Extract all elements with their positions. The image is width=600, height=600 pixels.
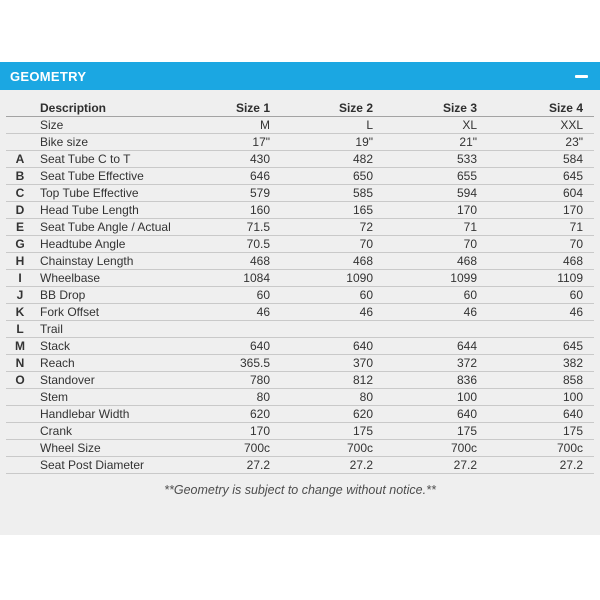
row-description: Crank: [34, 423, 173, 440]
row-description: Trail: [34, 321, 173, 338]
geometry-table: [6, 100, 594, 474]
table-row: [6, 202, 594, 219]
row-value-size-1: 468: [173, 253, 273, 270]
row-letter: O: [6, 372, 34, 389]
row-letter: G: [6, 236, 34, 253]
table-row: [6, 185, 594, 202]
table-row: [6, 304, 594, 321]
row-letter: K: [6, 304, 34, 321]
row-letter: C: [6, 185, 34, 202]
table-row: [6, 321, 594, 338]
row-value-size-2: 640: [273, 338, 376, 355]
row-value-size-1: 71.5: [173, 219, 273, 236]
row-value-size-4: 27.2: [480, 457, 594, 474]
row-value-size-3: 1099: [376, 270, 480, 287]
table-row: [6, 355, 594, 372]
row-value-size-1: 646: [173, 168, 273, 185]
column-header-size-1: Size 1: [173, 100, 273, 117]
table-row: [6, 338, 594, 355]
row-value-size-1: 170: [173, 423, 273, 440]
row-value-size-3: 170: [376, 202, 480, 219]
row-value-size-1: 365.5: [173, 355, 273, 372]
row-value-size-2: 812: [273, 372, 376, 389]
table-row: [6, 151, 594, 168]
table-row: [6, 134, 594, 151]
row-letter: M: [6, 338, 34, 355]
row-value-size-4: 604: [480, 185, 594, 202]
row-letter: [6, 440, 34, 457]
row-value-size-3: 468: [376, 253, 480, 270]
row-value-size-2: 46: [273, 304, 376, 321]
row-description: Chainstay Length: [34, 253, 173, 270]
row-value-size-3: 70: [376, 236, 480, 253]
row-value-size-3: 100: [376, 389, 480, 406]
row-description: Wheel Size: [34, 440, 173, 457]
column-header-letter: [6, 100, 34, 117]
row-value-size-3: 533: [376, 151, 480, 168]
row-value-size-4: 1109: [480, 270, 594, 287]
row-value-size-2: 19": [273, 134, 376, 151]
row-value-size-3: 644: [376, 338, 480, 355]
row-value-size-4: 175: [480, 423, 594, 440]
row-letter: D: [6, 202, 34, 219]
geometry-disclaimer: **Geometry is subject to change without notice.**: [164, 483, 436, 497]
row-value-size-1: [173, 321, 273, 338]
row-description: Size: [34, 117, 173, 134]
row-description: Seat Tube Effective: [34, 168, 173, 185]
row-value-size-4: 640: [480, 406, 594, 423]
row-letter: I: [6, 270, 34, 287]
row-value-size-2: 60: [273, 287, 376, 304]
row-value-size-2: L: [273, 117, 376, 134]
table-row: [6, 423, 594, 440]
row-letter: [6, 457, 34, 474]
row-description: Reach: [34, 355, 173, 372]
table-row: [6, 168, 594, 185]
row-value-size-2: [273, 321, 376, 338]
row-value-size-4: 46: [480, 304, 594, 321]
row-value-size-1: 579: [173, 185, 273, 202]
row-value-size-4: 645: [480, 168, 594, 185]
table-header-row: [6, 100, 594, 117]
row-value-size-1: 780: [173, 372, 273, 389]
row-letter: N: [6, 355, 34, 372]
row-value-size-2: 370: [273, 355, 376, 372]
row-description: BB Drop: [34, 287, 173, 304]
row-description: Handlebar Width: [34, 406, 173, 423]
row-letter: H: [6, 253, 34, 270]
row-value-size-1: 46: [173, 304, 273, 321]
row-value-size-3: 372: [376, 355, 480, 372]
row-value-size-4: 170: [480, 202, 594, 219]
row-value-size-2: 620: [273, 406, 376, 423]
row-letter: J: [6, 287, 34, 304]
row-value-size-4: 60: [480, 287, 594, 304]
row-value-size-1: 640: [173, 338, 273, 355]
row-value-size-2: 175: [273, 423, 376, 440]
table-row: [6, 219, 594, 236]
row-description: Top Tube Effective: [34, 185, 173, 202]
row-value-size-2: 70: [273, 236, 376, 253]
row-value-size-4: 70: [480, 236, 594, 253]
column-header-description: Description: [34, 100, 173, 117]
row-value-size-3: 71: [376, 219, 480, 236]
row-value-size-1: 70.5: [173, 236, 273, 253]
geometry-panel-header[interactable]: [0, 62, 600, 90]
row-value-size-3: 594: [376, 185, 480, 202]
row-value-size-3: 836: [376, 372, 480, 389]
table-row: [6, 457, 594, 474]
row-value-size-2: 1090: [273, 270, 376, 287]
row-value-size-3: 27.2: [376, 457, 480, 474]
panel-title: GEOMETRY: [10, 68, 87, 84]
row-value-size-2: 482: [273, 151, 376, 168]
row-description: Headtube Angle: [34, 236, 173, 253]
row-description: Seat Tube C to T: [34, 151, 173, 168]
row-value-size-2: 700c: [273, 440, 376, 457]
row-value-size-4: 23": [480, 134, 594, 151]
row-letter: E: [6, 219, 34, 236]
row-letter: A: [6, 151, 34, 168]
row-description: Head Tube Length: [34, 202, 173, 219]
top-whitespace: [0, 0, 600, 62]
row-value-size-4: 584: [480, 151, 594, 168]
row-value-size-1: 17": [173, 134, 273, 151]
row-value-size-1: M: [173, 117, 273, 134]
row-value-size-1: 700c: [173, 440, 273, 457]
table-row: [6, 236, 594, 253]
row-description: Stem: [34, 389, 173, 406]
row-value-size-1: 80: [173, 389, 273, 406]
row-description: Fork Offset: [34, 304, 173, 321]
row-value-size-3: 46: [376, 304, 480, 321]
row-value-size-4: 71: [480, 219, 594, 236]
row-value-size-1: 1084: [173, 270, 273, 287]
row-value-size-2: 585: [273, 185, 376, 202]
column-header-size-4: Size 4: [480, 100, 594, 117]
row-description: Seat Post Diameter: [34, 457, 173, 474]
row-letter: L: [6, 321, 34, 338]
row-letter: [6, 134, 34, 151]
row-letter: [6, 406, 34, 423]
row-value-size-4: XXL: [480, 117, 594, 134]
row-value-size-2: 165: [273, 202, 376, 219]
row-description: Wheelbase: [34, 270, 173, 287]
row-value-size-3: [376, 321, 480, 338]
column-header-size-2: Size 2: [273, 100, 376, 117]
row-value-size-3: 640: [376, 406, 480, 423]
row-letter: [6, 117, 34, 134]
row-value-size-3: 655: [376, 168, 480, 185]
table-row: [6, 372, 594, 389]
table-row: [6, 287, 594, 304]
table-row: [6, 440, 594, 457]
row-value-size-1: 27.2: [173, 457, 273, 474]
row-description: Standover: [34, 372, 173, 389]
row-value-size-1: 160: [173, 202, 273, 219]
column-header-size-3: Size 3: [376, 100, 480, 117]
row-value-size-1: 620: [173, 406, 273, 423]
row-value-size-3: 175: [376, 423, 480, 440]
row-description: Bike size: [34, 134, 173, 151]
geometry-panel: [0, 62, 600, 535]
row-value-size-4: 468: [480, 253, 594, 270]
row-letter: [6, 423, 34, 440]
row-value-size-4: 382: [480, 355, 594, 372]
table-row: [6, 117, 594, 134]
row-value-size-2: 72: [273, 219, 376, 236]
geometry-panel-body: [0, 90, 600, 535]
row-description: Seat Tube Angle / Actual: [34, 219, 173, 236]
row-value-size-1: 430: [173, 151, 273, 168]
row-value-size-4: 100: [480, 389, 594, 406]
row-value-size-3: XL: [376, 117, 480, 134]
row-value-size-2: 650: [273, 168, 376, 185]
row-value-size-1: 60: [173, 287, 273, 304]
row-value-size-4: 858: [480, 372, 594, 389]
row-letter: B: [6, 168, 34, 185]
row-value-size-4: [480, 321, 594, 338]
table-row: [6, 270, 594, 287]
row-value-size-3: 700c: [376, 440, 480, 457]
row-value-size-2: 27.2: [273, 457, 376, 474]
row-value-size-4: 645: [480, 338, 594, 355]
table-row: [6, 389, 594, 406]
row-value-size-2: 80: [273, 389, 376, 406]
row-value-size-4: 700c: [480, 440, 594, 457]
row-value-size-3: 21": [376, 134, 480, 151]
row-value-size-2: 468: [273, 253, 376, 270]
table-row: [6, 253, 594, 270]
table-row: [6, 406, 594, 423]
minus-icon[interactable]: [575, 75, 588, 78]
row-value-size-3: 60: [376, 287, 480, 304]
row-description: Stack: [34, 338, 173, 355]
row-letter: [6, 389, 34, 406]
